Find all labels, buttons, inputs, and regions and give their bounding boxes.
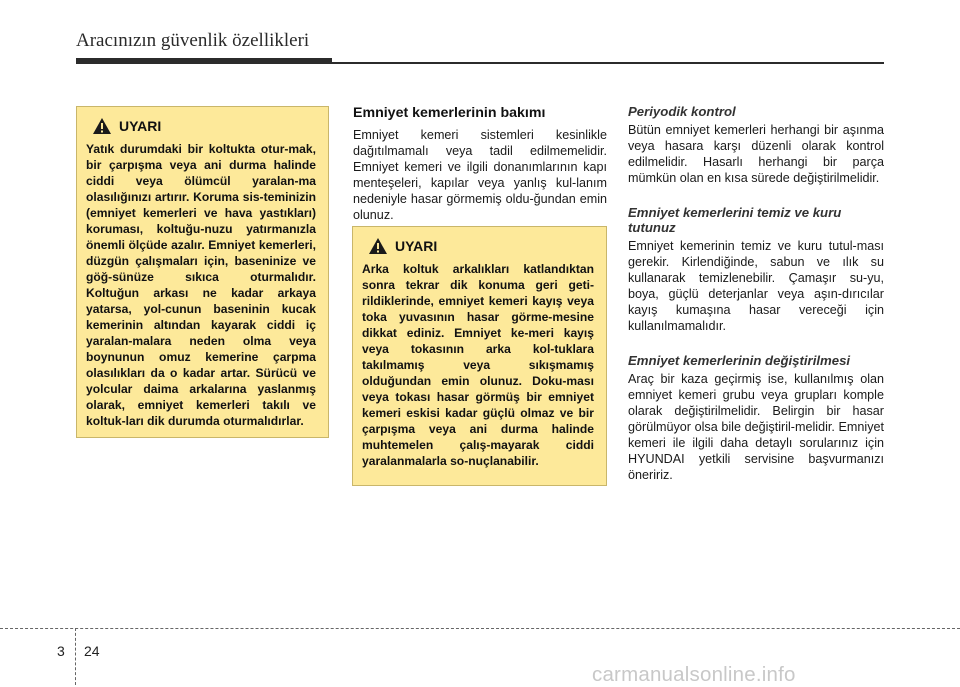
warning-header <box>86 117 316 135</box>
chapter-number: 3 <box>57 643 65 659</box>
replacement-text: Araç bir kaza geçirmiş ise, kullanılmış olan emniyet kemeri grubu veya grupları komple olarak değiştirilmelidir. Belirgin bir hasar görülmüyor olsa bile değiştiril-melidir. Emniyet kemeri ile ilgili daha detaylı sorularınız için HYUNDAI yetkili servisine başvurmanızı öneririz. <box>628 372 884 482</box>
right-column <box>628 104 884 483</box>
sub-heading-keep-clean: Emniyet kemerlerini temiz ve kuru tutunuz <box>628 205 842 235</box>
middle-column <box>353 105 607 223</box>
maintenance-text: Emniyet kemeri sistemleri kesinlikle dağıtılmamalı veya tadil edilmemelidir. Emniyet kemeri ve ilgili donanımlarının kapı menteşeleri, kapılar veya yanlış kul-lanım nedeniyle hasar görmemiş oldu-ğundan emin olunuz. <box>353 128 607 222</box>
sub-heading-replacement: Emniyet kemerlerinin değiştirilmesi <box>628 353 851 368</box>
warning-triangle-icon <box>368 237 388 255</box>
warning-box-rear-seat <box>352 226 607 486</box>
keep-clean-text: Emniyet kemerinin temiz ve kuru tutul-ması gerekir. Kirlendiğinde, sabun ve ılık su kullanarak temizlenebilir. Çamaşır su-yu, boya, güçlü deterjanlar veya aşın-dırıcılar kayış kumaşına hasar vereceği için kullanılmamalıdır. <box>628 239 884 333</box>
header-rule-thick <box>76 58 332 64</box>
warning-header <box>362 237 594 255</box>
footer-rule <box>0 628 960 629</box>
warning-label: UYARI <box>119 118 162 134</box>
section-heading-maintenance: Emniyet kemerlerinin bakımı <box>353 105 546 121</box>
footer-vertical-rule <box>75 628 76 685</box>
page-number: 24 <box>84 643 100 659</box>
warning-triangle-icon <box>92 117 112 135</box>
sub-heading-periodic-check: Periyodik kontrol <box>628 104 736 119</box>
warning-text: Arka koltuk arkalıkları katlandıktan sonra tekrar dik konuma geri geti-rildiklerinde, emniyet kemeri kayış veya toka yuvasının hasar görme-mesine dikkat ediniz. Emniyet ke-meri kayış veya tokasının arka kol-tuklara takılmamış veya sıkışmamış olduğundan emin olunuz. Doku-ması veya tokası hasar görmüş bir emniyet kemeri eskisi kadar güçlü olmaz ve bir çarpışma veya ani durma halinde muhtemelen çalış-mayarak ciddi yaralanmalarla so-nuçlanabilir. <box>362 262 594 468</box>
header-rule-thin <box>332 62 884 64</box>
warning-label: UYARI <box>395 238 438 254</box>
watermark: carmanualsonline.info <box>592 663 796 686</box>
warning-text: Yatık durumdaki bir koltukta otur-mak, bir çarpışma veya ani durma halinde ciddi veya ölümcül yaralan-ma olasılığınızı artırır. Koruma sis-teminizin (emniyet kemerleri ve hava yastıkları) koruması, koltuğu-nuzu yatırmanızla önemli ölçüde azalır. Emniyet kemerleri, düzgün çalışmaları için, baseninize ve göğ-sünüze sıkıca oturmalıdır. Koltuğun arkası ne kadar arkaya yatarsa, yol-cunun baseninin kucak kemerinin altından kayarak ciddi iç yaralan-malara neden olma veya boynunun omuz kemerine çarpma olasılıkları da o kadar artar. Sürücü ve yolcular daima arkalarına yaslanmış olarak, emniyet kemerleri takılı ve koltuk-ları dik durumda oturmalıdırlar. <box>86 142 316 428</box>
periodic-check-text: Bütün emniyet kemerleri herhangi bir aşınma veya hasara karşı düzenli olarak kontrol edilmelidir. Hasarlı herhangi bir parça mümkün olan en kısa sürede değiştirilmelidir. <box>628 123 884 185</box>
warning-box-reclined-seat <box>76 106 329 438</box>
page-header-title: Aracınızın güvenlik özellikleri <box>76 30 310 51</box>
